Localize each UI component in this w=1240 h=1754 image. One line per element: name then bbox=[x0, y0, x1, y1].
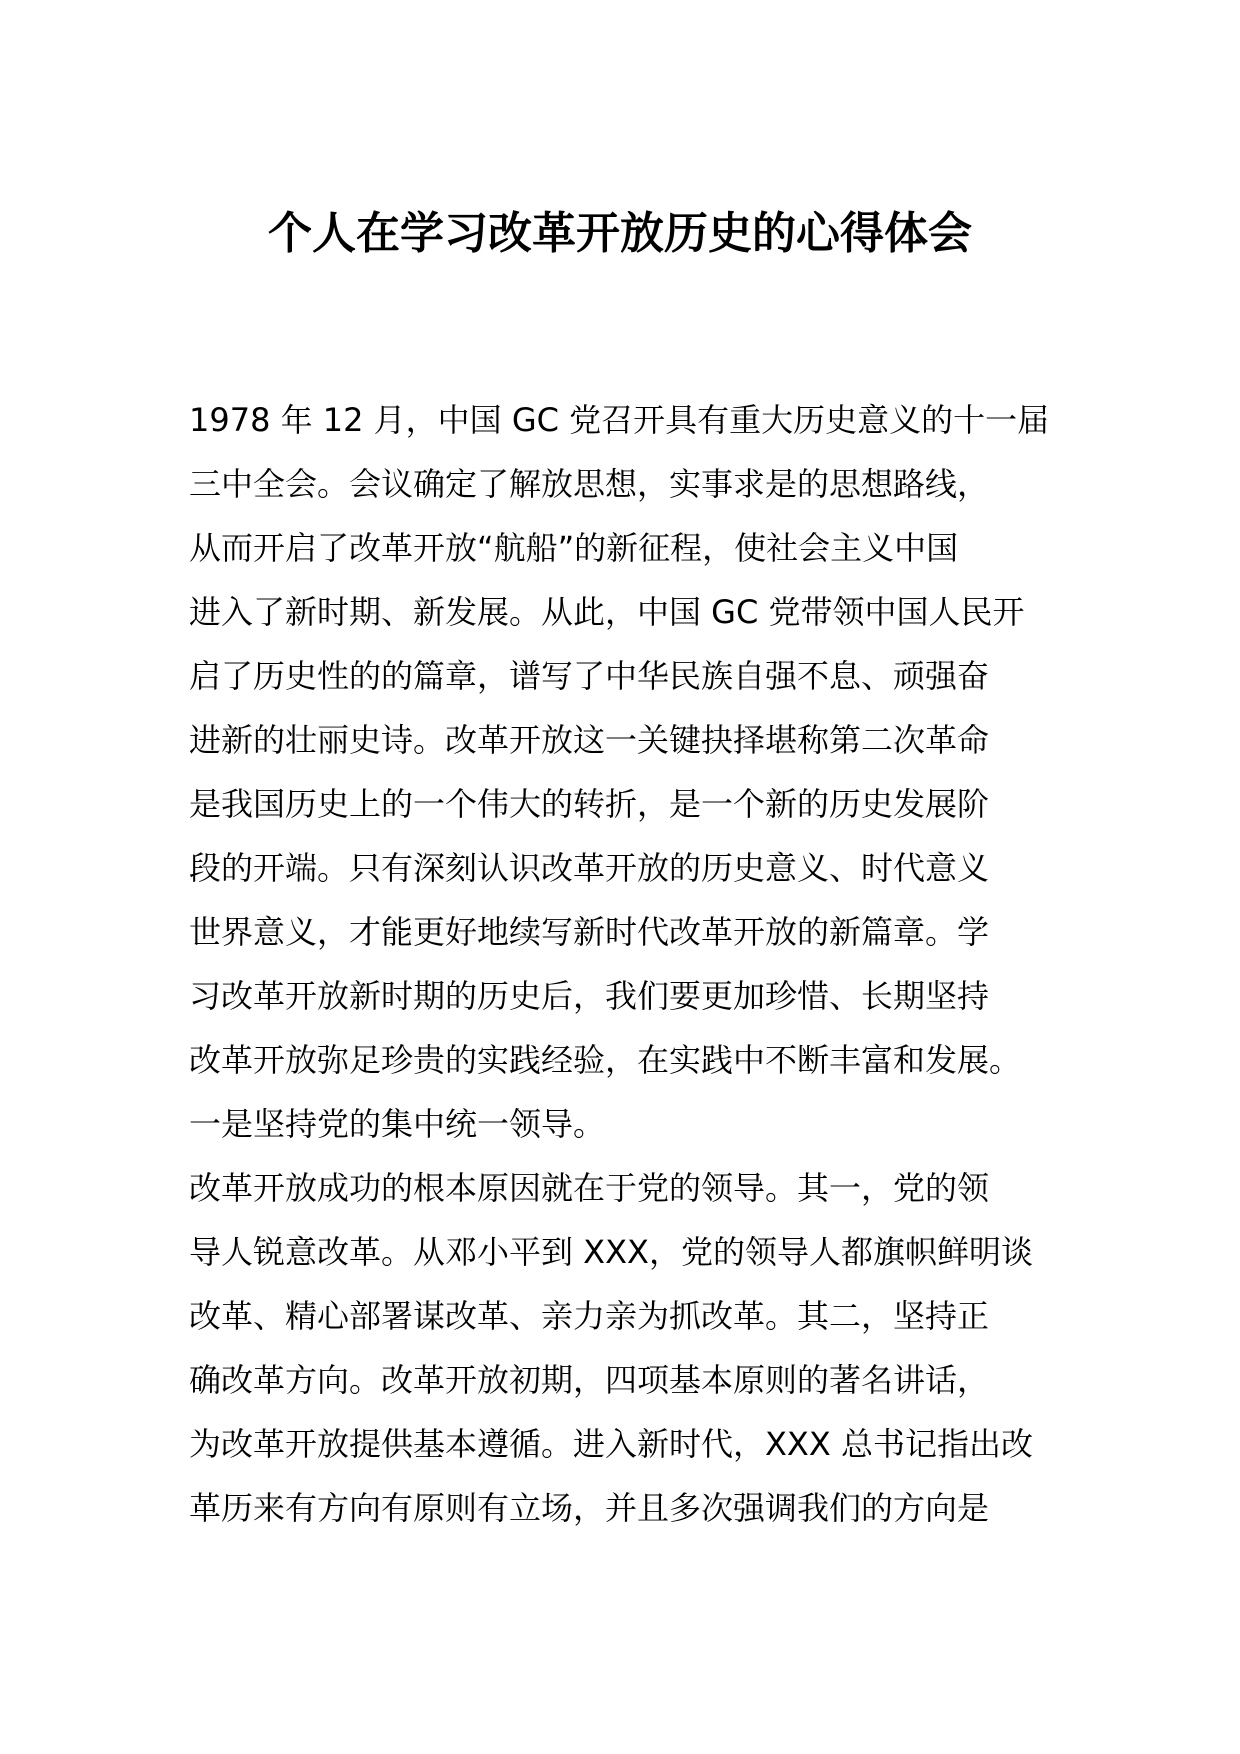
body-line: 确改革方向。改革开放初期，四项基本原则的著名讲话， bbox=[189, 1361, 990, 1399]
body-line: 革历来有方向有原则有立场，并且多次强调我们的方向是 bbox=[189, 1489, 990, 1527]
body-line: 世界意义，才能更好地续写新时代改革开放的新篇章。学 bbox=[189, 913, 990, 951]
body-line: 习改革开放新时期的历史后，我们要更加珍惜、长期坚持 bbox=[189, 977, 990, 1015]
body-line: 改革开放弥足珍贵的实践经验，在实践中不断丰富和发展。 bbox=[189, 1041, 1022, 1079]
section-heading: 一是坚持党的集中统一领导。 bbox=[189, 1105, 606, 1143]
body-line: 改革、精心部署谋改革、亲力亲为抓改革。其二，坚持正 bbox=[189, 1297, 990, 1335]
body-line: 是我国历史上的一个伟大的转折，是一个新的历史发展阶 bbox=[189, 785, 990, 823]
body-line: 进入了新时期、新发展。从此，中国 GC 党带领中国人民开 bbox=[189, 593, 1025, 631]
body-line: 进新的壮丽史诗。改革开放这一关键抉择堪称第二次革命 bbox=[189, 721, 990, 759]
body-line: 段的开端。只有深刻认识改革开放的历史意义、时代意义 bbox=[189, 849, 990, 887]
body-line: 改革开放成功的根本原因就在于党的领导。其一，党的领 bbox=[189, 1169, 990, 1207]
body-line: 从而开启了改革开放“航船”的新征程，使社会主义中国 bbox=[189, 529, 959, 567]
body-line: 启了历史性的的篇章，谱写了中华民族自强不息、顽强奋 bbox=[189, 657, 990, 695]
body-line: 导人锐意改革。从邓小平到 XXX，党的领导人都旗帜鲜明谈 bbox=[189, 1233, 1033, 1271]
body-line: 1978 年 12 月，中国 GC 党召开具有重大历史意义的十一届 bbox=[189, 401, 1050, 439]
body-line: 为改革开放提供基本遵循。进入新时代，XXX 总书记指出改 bbox=[189, 1425, 1033, 1463]
document-body bbox=[189, 388, 1069, 1540]
document-title: 个人在学习改革开放历史的心得体会 bbox=[268, 208, 972, 259]
body-line: 三中全会。会议确定了解放思想，实事求是的思想路线， bbox=[189, 465, 990, 503]
